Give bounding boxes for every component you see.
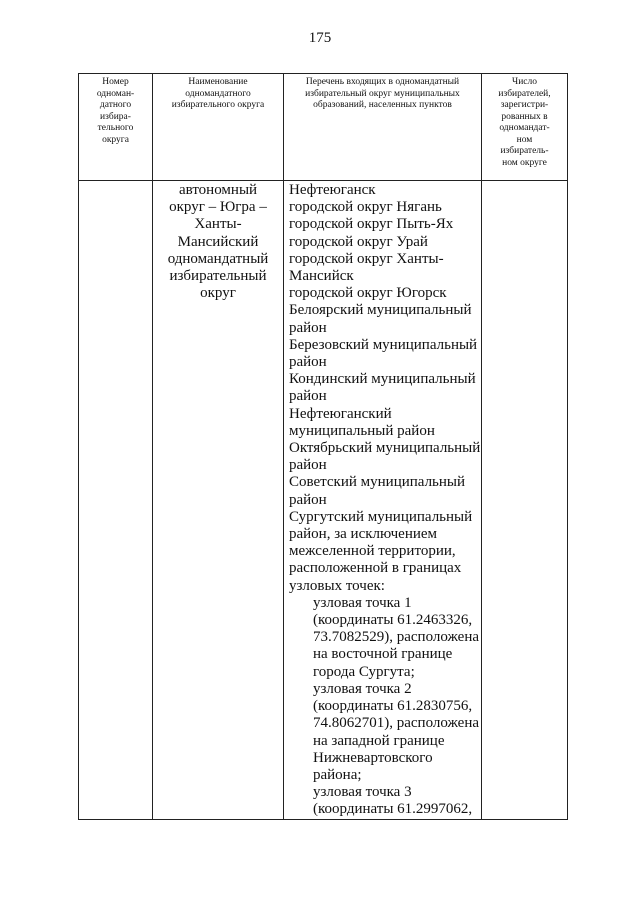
node-point-item: узловая точка 1 (координаты 61.2463326, 73.7082529), расположена на восточной границе города Сургута; (313, 594, 480, 680)
settlement-item: Октябрьский муниципальный район (289, 440, 481, 474)
header-district-number: Номер одноман- датного избира- тельного округа (79, 74, 153, 181)
settlement-item: городской округ Пыть-Ях (289, 216, 454, 233)
settlement-item: Белоярский муниципальный район (289, 302, 472, 336)
header-district-name: Наименование одномандатного избирательного округа (153, 74, 284, 181)
district-name-cell: автономный округ – Югра – Ханты- Мансийский одномандатный избирательный округ (153, 181, 284, 820)
table-header-row (79, 74, 568, 181)
district-number-cell (79, 181, 153, 820)
settlement-item: Кондинский муниципальный район (289, 371, 476, 405)
settlement-item: Сургутский муниципальный район, за исключением межселенной территории, расположенной в границах узловых точек: (289, 508, 473, 594)
page-number: 175 (308, 30, 332, 46)
settlement-item: Березовский муниципальный район (289, 336, 478, 371)
node-point-item: узловая точка 2 (координаты 61.2830756, 74.8062701), расположена на западной границе Нижневартовского района; (313, 680, 480, 783)
settlements-cell (284, 181, 482, 820)
header-voter-count: Число избирателей, зарегистри- рованных в одномандат- ном избиратель- ном округе (482, 74, 568, 181)
voter-count-cell (482, 181, 568, 820)
settlement-item: городской округ Ханты- Мансийск (289, 250, 444, 285)
settlement-item: городской округ Урай (289, 233, 428, 250)
header-settlements-list: Перечень входящих в одномандатный избирательный округ муниципальных образований, населенных пунктов (284, 74, 482, 181)
table-row (79, 181, 568, 820)
settlement-item: Нефтеюганск (289, 182, 376, 198)
settlement-item: городской округ Югорск (289, 285, 447, 302)
settlement-item: городской округ Нягань (289, 199, 442, 216)
districts-table (78, 73, 568, 820)
settlement-item: Советский муниципальный район (289, 474, 466, 508)
settlement-item: Нефтеюганский муниципальный район (289, 405, 435, 439)
node-point-item: узловая точка 3 (координаты 61.2997062, (313, 784, 473, 818)
